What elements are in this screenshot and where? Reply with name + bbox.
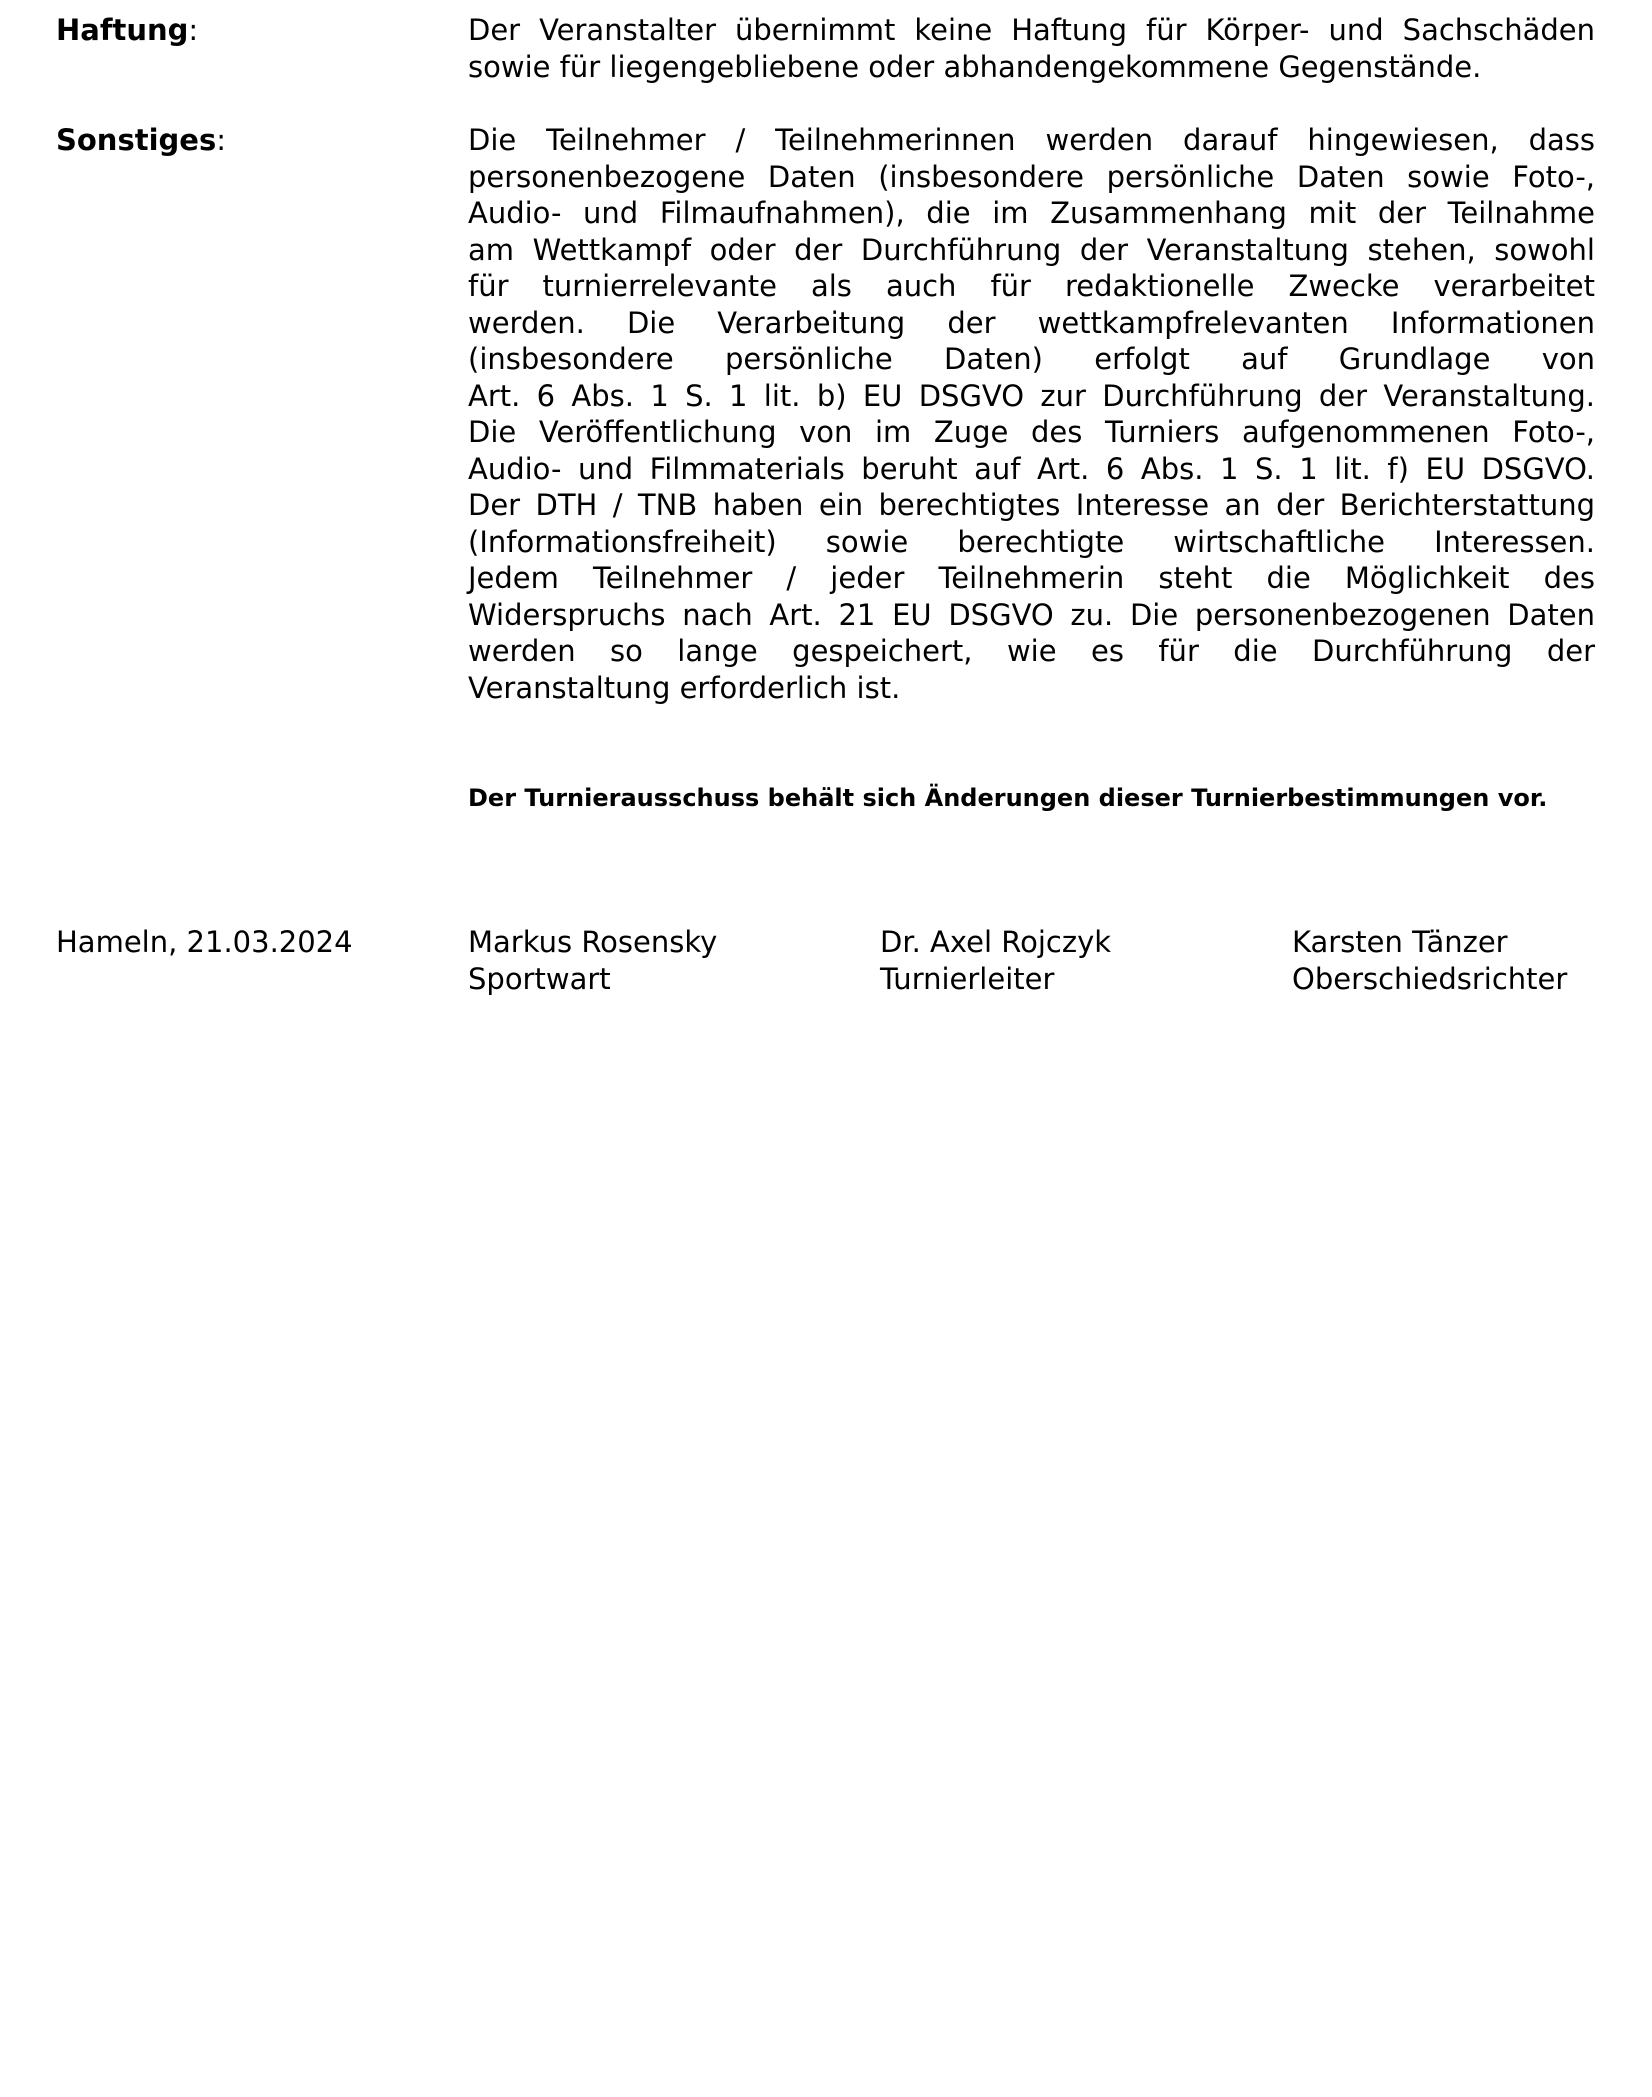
text-line: sowie für liegengebliebene oder abhandengekommene Gegenstände. <box>468 49 1482 84</box>
text-line: am Wettkampf oder der Durchführung der Veranstaltung stehen, sowohl <box>468 232 1595 267</box>
text-line: Der DTH / TNB haben ein berechtigtes Interesse an der Berichterstattung <box>468 488 1595 522</box>
signatory-turnierleiter <box>880 924 1111 997</box>
signatory-sportwart <box>468 924 717 997</box>
signatory-name: Dr. Axel Rojczyk <box>880 925 1112 959</box>
text-line: (Informationsfreiheit) sowie berechtigte wirtschaftliche Interessen. <box>468 524 1595 559</box>
signatory-role: Sportwart <box>468 961 611 996</box>
signatory-oberschiedsrichter <box>1292 924 1567 997</box>
text-line: Audio- und Filmmaterials beruht auf Art. 6 Abs. 1 S. 1 lit. f) EU DSGVO. <box>468 451 1595 486</box>
amendment-notice: Der Turnierausschuss behält sich Änderungen dieser Turnierbestimmungen vor. <box>468 784 1548 812</box>
section-text-haftung <box>468 12 1595 85</box>
signatory-name: Markus Rosensky <box>468 925 718 959</box>
place-date-text: Hameln, 21.03.2024 <box>56 925 353 959</box>
text-line: Veranstaltung erforderlich ist. <box>468 670 901 705</box>
signatory-name: Karsten Tänzer <box>1292 925 1508 959</box>
text-line: Widerspruchs nach Art. 21 EU DSGVO zu. Die personenbezogenen Daten <box>468 597 1595 632</box>
signatory-role: Turnierleiter <box>880 961 1055 996</box>
section-text-sonstiges <box>468 122 1595 706</box>
text-line: personenbezogene Daten (insbesondere persönliche Daten sowie Foto-, <box>468 159 1595 194</box>
text-line: Jedem Teilnehmer / jeder Teilnehmerin steht die Möglichkeit des <box>468 561 1595 595</box>
text-line: für turnierrelevante als auch für redaktionelle Zwecke verarbeitet <box>468 269 1595 303</box>
section-label-haftung: Haftung: <box>56 13 199 47</box>
text-line: Die Teilnehmer / Teilnehmerinnen werden darauf hingewiesen, dass <box>468 123 1595 157</box>
place-date <box>56 924 353 961</box>
text-line: werden so lange gespeichert, wie es für die Durchführung der <box>468 634 1595 668</box>
text-line: werden. Die Verarbeitung der wettkampfrelevanten Informationen <box>468 305 1595 340</box>
text-line: Audio- und Filmaufnahmen), die im Zusammenhang mit der Teilnahme <box>468 196 1595 230</box>
text-line: Die Veröffentlichung von im Zuge des Turniers aufgenommenen Foto-, <box>468 415 1595 449</box>
text-line: Art. 6 Abs. 1 S. 1 lit. b) EU DSGVO zur Durchführung der Veranstaltung. <box>468 378 1595 413</box>
text-line: (insbesondere persönliche Daten) erfolgt auf Grundlage von <box>468 342 1595 376</box>
text-line: Der Veranstalter übernimmt keine Haftung für Körper- und Sachschäden <box>468 13 1595 47</box>
section-label-sonstiges: Sonstiges: <box>56 123 226 157</box>
signatory-role: Oberschiedsrichter <box>1292 961 1568 996</box>
